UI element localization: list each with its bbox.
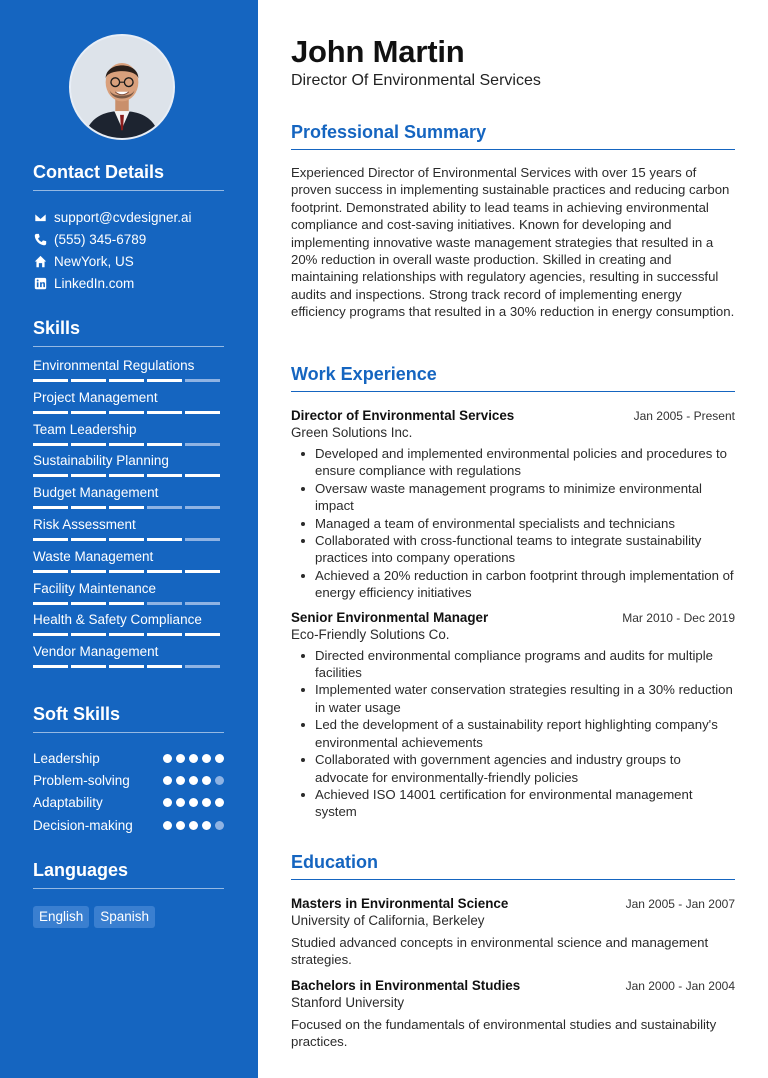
rating-dot [215,798,224,807]
skill-name: Budget Management [33,485,159,501]
skill-level-segment [185,633,220,636]
rating-dot [215,776,224,785]
skill-level-bar [33,665,224,668]
skill-level-segment [33,443,68,446]
skill-item [33,641,224,673]
rating-dot [202,776,211,785]
job-date: Jan 2005 - Present [633,409,735,423]
job-date: Mar 2010 - Dec 2019 [622,610,735,625]
avatar [69,34,175,140]
education-list [291,896,735,1051]
skill-level-segment [71,474,106,477]
skill-level-segment [71,665,106,668]
soft-skills-title: Soft Skills [33,704,224,733]
candidate-name: John Martin [291,34,465,69]
rating-dot [163,776,172,785]
skill-name: Facility Maintenance [33,580,157,596]
home-icon [33,254,47,268]
skill-level-bar [33,379,224,382]
skill-item [33,546,224,578]
skill-level-segment [185,602,220,605]
skill-level-segment [109,379,144,382]
rating-dot [176,821,185,830]
job-bullet: Implemented water conservation strategies resulting in a 30% reduction in water usage [291,681,735,716]
job-bullet: Oversaw waste management programs to minimize environmental impact [291,480,735,515]
skill-level-segment [109,443,144,446]
education-header [291,896,735,911]
job-bullet: Achieved a 20% reduction in carbon footprint through implementation of energy efficiency initiatives [291,567,735,602]
skill-name: Environmental Regulations [33,358,195,373]
education-entry [291,896,735,969]
profile-photo [71,36,173,138]
skill-level-segment [33,411,68,414]
skill-name: Team Leadership [33,421,137,437]
skill-level-segment [185,538,220,541]
education-school: Stanford University [291,994,405,1010]
languages-list [33,906,224,928]
job-title: Senior Environmental Manager [291,609,489,625]
job-company: Green Solutions Inc. [291,425,413,440]
skill-name: Health & Safety Compliance [33,612,202,628]
skill-item [33,514,224,546]
job-bullet: Collaborated with government agencies and industry groups to advocate for environmentally-friendly policies [291,751,735,786]
education-date: Jan 2000 - Jan 2004 [625,978,735,993]
rating-dot [163,754,172,763]
skill-level-segment [71,443,106,446]
skill-level-segment [147,538,182,541]
job-entry [291,408,735,602]
rating-dot [189,754,198,763]
contact-email[interactable] [33,206,224,228]
skill-level-segment [147,665,182,668]
job-header [291,610,735,625]
skill-item [33,355,224,387]
skill-level-segment [185,665,220,668]
language-chip: English [33,906,89,928]
rating-dot [202,798,211,807]
contact-phone[interactable] [33,228,224,250]
skill-level-segment [33,602,68,605]
skill-level-segment [147,506,182,509]
summary-title: Professional Summary [291,122,735,150]
skill-level-bar [33,538,224,541]
skill-level-segment [33,665,68,668]
skill-level-segment [109,474,144,477]
skill-level-segment [147,443,182,446]
soft-skill-rating [163,776,224,785]
rating-dot [189,776,198,785]
soft-skill-rating [163,798,224,807]
job-bullet: Developed and implemented environmental policies and procedures to ensure compliance with regulations [291,445,735,480]
skill-level-segment [185,443,220,446]
phone-icon [33,232,47,246]
skill-name: Sustainability Planning [33,453,169,469]
skill-level-segment [147,474,182,477]
skill-level-segment [71,633,106,636]
skill-level-segment [109,570,144,573]
skill-level-segment [147,633,182,636]
contact-phone-text: (555) 345-6789 [54,231,147,247]
skill-name: Project Management [33,389,158,405]
skill-level-segment [109,411,144,414]
education-degree: Bachelors in Environmental Studies [291,977,521,993]
skill-level-segment [33,570,68,573]
skill-item [33,578,224,610]
education-school: University of California, Berkeley [291,913,485,928]
job-bullet: Directed environmental compliance programs and audits for multiple facilities [291,647,735,682]
skill-level-bar [33,443,224,446]
skill-item [33,450,224,482]
rating-dot [163,798,172,807]
skill-level-segment [71,506,106,509]
languages-title: Languages [33,860,224,889]
skill-level-bar [33,570,224,573]
soft-skill-rating [163,754,224,763]
contact-section [33,162,224,294]
mail-icon [33,210,47,224]
job-bullet: Collaborated with cross-functional teams to integrate sustainability practices into company operations [291,532,735,567]
soft-skill-name: Problem-solving [33,773,130,789]
rating-dot [202,754,211,763]
skill-level-segment [185,474,220,477]
skill-level-bar [33,602,224,605]
languages-section [33,860,224,928]
job-title: Director of Environmental Services [291,408,515,423]
skill-level-segment [71,538,106,541]
skill-level-segment [71,602,106,605]
skill-level-segment [185,379,220,382]
job-bullet: Led the development of a sustainability report highlighting company's environmental achievements [291,716,735,751]
skill-level-segment [147,570,182,573]
skill-item [33,419,224,451]
soft-skill-item [33,747,224,769]
skills-section [33,318,224,673]
skill-level-segment [185,411,220,414]
education-entry [291,978,735,1051]
soft-skill-item [33,769,224,791]
skill-level-segment [109,538,144,541]
job-bullets [291,647,735,821]
skill-level-segment [109,633,144,636]
skill-level-segment [109,506,144,509]
skill-level-segment [147,411,182,414]
rating-dot [189,798,198,807]
education-description: Focused on the fundamentals of environmental studies and sustainability practices. [291,1016,717,1050]
rating-dot [176,754,185,763]
soft-skills-section [33,704,224,837]
skill-name: Risk Assessment [33,516,136,532]
contact-title: Contact Details [33,162,224,191]
soft-skill-name: Adaptability [33,795,103,811]
skill-item [33,482,224,514]
candidate-role: Director Of Environmental Services [291,72,541,89]
skill-level-bar [33,411,224,414]
rating-dot [215,821,224,830]
education-description: Studied advanced concepts in environmental science and management strategies. [291,935,709,968]
sidebar [0,0,258,1078]
rating-dot [176,776,185,785]
language-chip: Spanish [94,906,155,928]
skill-level-segment [33,538,68,541]
skill-level-segment [71,570,106,573]
skill-level-segment [33,379,68,382]
job-header [291,408,735,423]
jobs-list [291,408,735,821]
soft-skill-name: Decision-making [33,817,133,833]
contact-location-text: NewYork, US [54,253,134,269]
skill-level-segment [33,474,68,477]
skill-level-bar [33,474,224,477]
contact-linkedin[interactable] [33,272,224,294]
skill-level-segment [33,506,68,509]
job-bullet: Managed a team of environmental specialists and technicians [291,515,735,532]
contact-linkedin-text: LinkedIn.com [54,275,135,291]
linkedin-icon [33,276,47,290]
skills-title: Skills [33,318,224,347]
soft-skill-item [33,792,224,814]
summary-text: Experienced Director of Environmental Services with over 15 years of proven success in implementing sustainable practices and reducing carbon footprint. Demonstrated ability to lead teams in achieving environmental compliance and cost-saving initiatives. Known for developing and implementing innovative waste management strategies that resulted in a 20% reduction in overall waste production. Skilled in creating and maintaining relationships with regulatory agencies, resulting in successful audits and inspections. Strong track record of implementing energy efficiency programs that resulted in a 30% reduction in energy consumption. [291,165,735,320]
skill-level-segment [147,602,182,605]
skill-level-segment [33,633,68,636]
soft-skill-name: Leadership [33,750,100,766]
skill-level-segment [147,379,182,382]
summary-section [291,122,735,321]
soft-skills-list [33,747,224,837]
job-company: Eco-Friendly Solutions Co. [291,626,450,642]
rating-dot [215,754,224,763]
rating-dot [189,821,198,830]
rating-dot [163,821,172,830]
education-degree: Masters in Environmental Science [291,896,509,911]
skill-name: Vendor Management [33,644,159,660]
soft-skill-rating [163,821,224,830]
skill-level-segment [109,602,144,605]
contact-location [33,250,224,272]
skill-level-segment [185,570,220,573]
education-header [291,978,735,993]
job-entry [291,610,735,821]
experience-title: Work Experience [291,364,735,392]
education-section [291,852,735,1051]
skill-item [33,387,224,419]
skill-level-segment [71,379,106,382]
education-title: Education [291,852,735,880]
skill-item [33,609,224,641]
skill-name: Waste Management [33,548,154,564]
rating-dot [176,798,185,807]
experience-section [291,364,735,821]
job-bullet: Achieved ISO 14001 certification for environmental management system [291,786,735,821]
skill-level-segment [185,506,220,509]
soft-skill-item [33,814,224,836]
skill-level-segment [109,665,144,668]
skill-level-bar [33,506,224,509]
skills-list [33,355,224,673]
job-bullets [291,445,735,602]
contact-email-text: support@cvdesigner.ai [54,209,192,225]
education-date: Jan 2005 - Jan 2007 [625,897,735,911]
rating-dot [202,821,211,830]
skill-level-segment [71,411,106,414]
skill-level-bar [33,633,224,636]
